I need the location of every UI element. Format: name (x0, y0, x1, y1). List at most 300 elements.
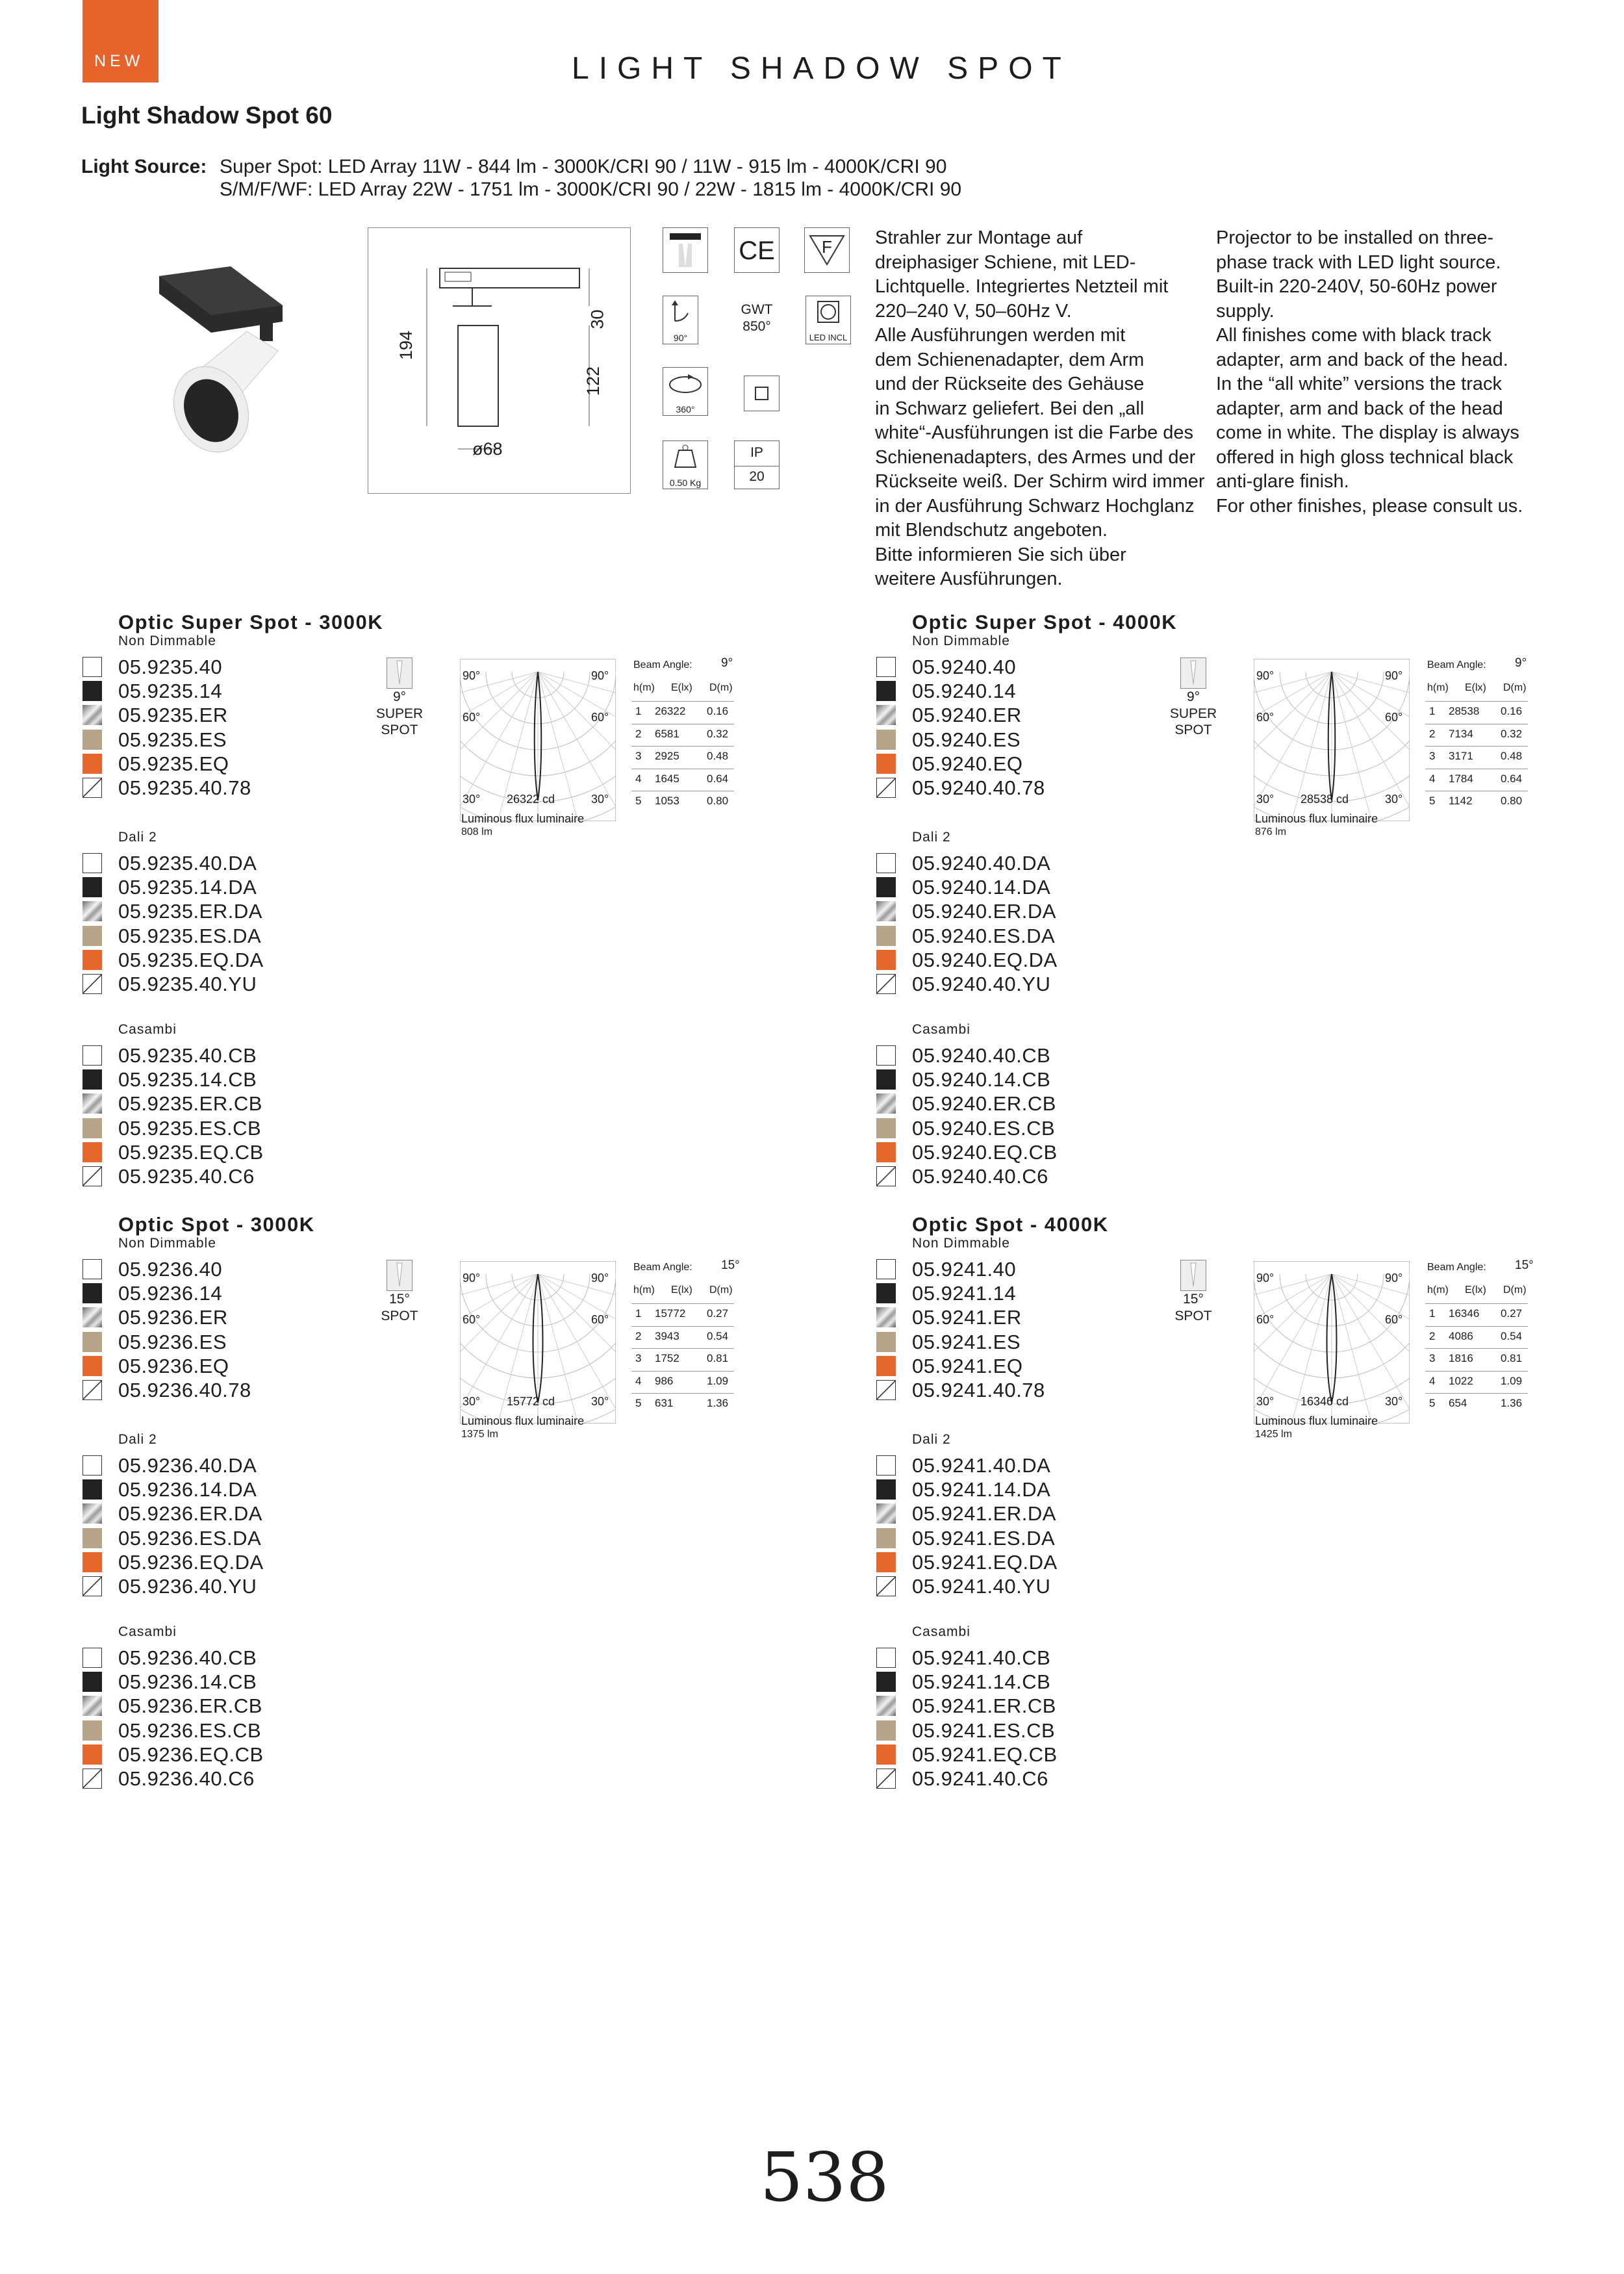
polar-angle-label: 60° (1256, 1313, 1275, 1326)
table-cell: 0.64 (1501, 772, 1523, 785)
table-cell: 2 (635, 727, 642, 740)
group-label: Dali 2 (912, 830, 951, 845)
table-rule (631, 701, 734, 702)
table-cell: 4 (635, 1374, 642, 1387)
dim-total-height: 194 (396, 330, 416, 361)
product-code: 05.9240.40.YU (912, 973, 1051, 995)
product-code: 05.9235.40.DA (118, 852, 257, 875)
table-cell: 5 (1429, 1397, 1436, 1409)
beam-type-label: SPOT (381, 1309, 418, 1323)
table-cell: 0.54 (707, 1329, 729, 1342)
group-label: Casambi (118, 1022, 177, 1037)
weight-icon (663, 441, 708, 489)
polar-angle-label: 90° (1385, 669, 1403, 682)
luminous-flux-value: 876 lm (1255, 826, 1287, 837)
new-badge-label: NEW (94, 52, 144, 70)
description-line: In the “all white” versions the track (1216, 374, 1503, 394)
beam-cone-icon (1180, 1260, 1206, 1291)
beam-angle-caption: Beam Angle: (633, 659, 692, 671)
table-rule (1425, 1371, 1528, 1372)
product-code: 05.9236.40.DA (118, 1454, 257, 1477)
polar-angle-label: 30° (1385, 1395, 1403, 1408)
product-code: 05.9241.40.C6 (912, 1767, 1048, 1790)
table-rule (631, 1348, 734, 1349)
description-line: All finishes come with black track (1216, 325, 1491, 346)
product-code: 05.9235.ER (118, 704, 228, 727)
table-cell: 654 (1449, 1397, 1467, 1409)
group-label: Non Dimmable (912, 633, 1010, 648)
description-line: in Schwarz geliefert. Bei den „all (875, 398, 1145, 419)
section-title: Optic Spot - 3000K (118, 1213, 315, 1236)
polar-angle-label: 30° (1256, 793, 1275, 806)
finish-swatch (876, 1648, 896, 1668)
group-label: Dali 2 (912, 1432, 951, 1447)
table-cell: 6581 (655, 727, 679, 740)
beam-angle-label: 9° (392, 689, 407, 704)
luminous-flux-value: 808 lm (461, 826, 493, 837)
table-cell: 4086 (1449, 1329, 1473, 1342)
new-badge (82, 0, 159, 83)
beam-angle-label: 9° (1186, 689, 1200, 704)
product-code: 05.9236.EQ.DA (118, 1550, 264, 1574)
polar-angle-label: 30° (1256, 1395, 1275, 1408)
description-line: phase track with LED light source. (1216, 251, 1501, 273)
product-code: 05.9241.40.78 (912, 1379, 1045, 1401)
description-english (1216, 226, 1523, 518)
polar-angle-label: 90° (463, 669, 481, 682)
product-code: 05.9241.EQ.CB (912, 1743, 1058, 1766)
product-code: 05.9236.14.DA (118, 1478, 257, 1501)
finish-swatch (82, 705, 102, 725)
product-code: 05.9235.EQ (118, 752, 229, 775)
table-header: h(m) (1427, 1284, 1449, 1296)
table-cell: 28538 (1449, 705, 1480, 717)
finish-swatch (876, 1307, 896, 1327)
finish-swatch (82, 1332, 102, 1352)
finish-swatch (82, 877, 102, 897)
table-cell: 1645 (655, 772, 679, 785)
peak-intensity: 28538 cd (1300, 793, 1349, 806)
polar-angle-label: 60° (1385, 711, 1403, 724)
light-source-line-1: Super Spot: LED Array 11W - 844 lm - 3000K/CRI 90 / 11W - 915 lm - 4000K/CRI 90 (220, 156, 947, 177)
finish-swatch (82, 1093, 102, 1114)
product-code: 05.9235.ES (118, 728, 227, 751)
product-code: 05.9236.EQ.CB (118, 1743, 264, 1766)
page-title: LIGHT SHADOW SPOT (572, 51, 1071, 86)
beam-angle-value: 15° (721, 1258, 740, 1272)
luminous-flux-value: 1375 lm (461, 1429, 498, 1440)
finish-swatch (82, 1672, 102, 1692)
product-code: 05.9235.40.78 (118, 776, 251, 799)
product-code: 05.9235.40.CB (118, 1044, 257, 1067)
table-cell: 26322 (655, 705, 686, 717)
finish-swatch (82, 1696, 102, 1716)
description-line: und der Rückseite des Gehäuse (875, 374, 1145, 394)
table-header: h(m) (633, 1284, 655, 1296)
finish-swatch (876, 1455, 896, 1476)
table-cell: 1.36 (1501, 1397, 1523, 1409)
table-cell: 3 (635, 750, 642, 762)
finish-swatch (876, 754, 896, 774)
polar-angle-label: 90° (1385, 1271, 1403, 1284)
ip-label: IP (750, 445, 763, 460)
table-cell: 0.81 (1501, 1352, 1523, 1364)
table-header: D(m) (709, 1284, 733, 1296)
finish-swatch (876, 1118, 896, 1138)
polar-angle-label: 60° (463, 1313, 481, 1326)
finish-swatch (82, 1479, 102, 1500)
product-code: 05.9235.ER.DA (118, 900, 262, 923)
table-cell: 1.36 (707, 1397, 729, 1409)
product-code: 05.9235.40.YU (118, 973, 257, 995)
tilt-icon (663, 296, 698, 344)
dim-diameter: ø68 (472, 439, 503, 459)
finish-swatch (82, 1576, 102, 1596)
product-code: 05.9241.14 (912, 1282, 1017, 1305)
product-code: 05.9240.EQ.CB (912, 1140, 1058, 1164)
product-code: 05.9241.14.DA (912, 1478, 1051, 1501)
finish-swatch (82, 754, 102, 774)
table-rule (631, 746, 734, 747)
product-code: 05.9241.EQ.DA (912, 1550, 1058, 1574)
finish-swatch (876, 1142, 896, 1162)
product-code: 05.9240.40.78 (912, 776, 1045, 799)
beam-angle-caption: Beam Angle: (633, 1262, 692, 1273)
table-cell: 0.16 (707, 705, 729, 717)
finish-swatch (82, 1307, 102, 1327)
product-code: 05.9240.ES.CB (912, 1116, 1056, 1140)
finish-swatch (876, 730, 896, 750)
beam-type-label: SUPER (1169, 706, 1217, 721)
rotation-icon (663, 367, 708, 416)
description-line: adapter, arm and back of the head (1216, 398, 1503, 419)
description-line: Projector to be installed on three- (1216, 227, 1494, 248)
finish-swatch (876, 1479, 896, 1500)
dim-top-height: 30 (587, 309, 607, 329)
finish-swatch (82, 1744, 102, 1765)
finish-swatch (82, 1720, 102, 1741)
product-code: 05.9236.14.CB (118, 1670, 257, 1694)
finish-swatch (876, 1552, 896, 1572)
table-cell: 5 (635, 1397, 642, 1409)
finish-swatch (876, 778, 896, 798)
table-header: h(m) (633, 682, 655, 693)
product-code: 05.9235.ER.CB (118, 1092, 262, 1116)
product-code: 05.9236.40 (118, 1258, 223, 1281)
product-code: 05.9241.40.DA (912, 1454, 1051, 1477)
finish-swatch (82, 1259, 102, 1279)
finish-swatch (82, 1356, 102, 1376)
beam-angle-label: 15° (1183, 1292, 1204, 1307)
product-code: 05.9236.40.YU (118, 1575, 257, 1598)
finish-swatch (876, 1332, 896, 1352)
table-cell: 0.16 (1501, 705, 1523, 717)
table-cell: 0.64 (707, 772, 729, 785)
product-code: 05.9240.EQ.DA (912, 948, 1058, 971)
product-code: 05.9240.14 (912, 680, 1017, 703)
product-code: 05.9240.40.C6 (912, 1165, 1048, 1188)
finish-swatch (82, 1503, 102, 1524)
finish-swatch (876, 1283, 896, 1303)
table-cell: 0.54 (1501, 1329, 1523, 1342)
group-label: Dali 2 (118, 830, 157, 845)
weight-value: 0.50 Kg (669, 478, 702, 488)
polar-angle-label: 90° (1256, 1271, 1275, 1284)
finish-swatch (876, 974, 896, 994)
beam-angle-caption: Beam Angle: (1427, 659, 1486, 671)
finish-swatch (82, 1552, 102, 1572)
table-cell: 1142 (1449, 795, 1473, 807)
table-cell: 2 (1429, 1329, 1436, 1342)
group-label: Casambi (118, 1624, 177, 1639)
product-code: 05.9241.ES.CB (912, 1718, 1056, 1742)
finish-swatch (876, 853, 896, 873)
finish-swatch (876, 950, 896, 970)
table-rule (1425, 1303, 1528, 1304)
description-line: come in white. The display is always (1216, 422, 1519, 443)
product-code: 05.9236.EQ (118, 1354, 229, 1377)
description-line: Alle Ausführungen werden mit (875, 325, 1126, 346)
beam-angle-caption: Beam Angle: (1427, 1262, 1486, 1273)
beam-angle-value: 9° (1515, 656, 1527, 670)
table-rule (631, 1371, 734, 1372)
polar-angle-label: 90° (463, 1271, 481, 1284)
table-cell: 3 (1429, 750, 1436, 762)
description-line: Built-in 220-240V, 50-60Hz power (1216, 276, 1497, 297)
finish-swatch (876, 705, 896, 725)
table-cell: 7134 (1449, 727, 1473, 740)
product-code: 05.9236.ES.DA (118, 1526, 262, 1550)
gwt-label: GWT (741, 302, 773, 317)
product-code: 05.9240.ER.DA (912, 900, 1056, 923)
beam-type-label: SPOT (381, 722, 418, 737)
product-code: 05.9235.EQ.CB (118, 1140, 264, 1164)
table-cell: 0.80 (707, 795, 729, 807)
table-header: E(lx) (671, 682, 692, 693)
finish-swatch (82, 1045, 102, 1066)
product-name: Light Shadow Spot 60 (81, 102, 333, 129)
product-code: 05.9240.40 (912, 656, 1017, 678)
product-code: 05.9241.40 (912, 1258, 1017, 1281)
table-cell: 2925 (655, 750, 679, 762)
beam-type-label: SUPER (375, 706, 424, 721)
table-cell: 1.09 (707, 1374, 729, 1387)
table-cell: 1 (1429, 1307, 1436, 1320)
ce-mark-icon: CE (734, 227, 780, 273)
finish-swatch (82, 1648, 102, 1668)
table-cell: 0.80 (1501, 795, 1523, 807)
table-cell: 0.27 (1501, 1307, 1523, 1320)
beam-type-label: SPOT (1174, 1309, 1212, 1323)
product-code: 05.9241.40.YU (912, 1575, 1051, 1598)
description-line: dreiphasiger Schiene, mit LED- (875, 251, 1136, 273)
finish-swatch (876, 1696, 896, 1716)
product-code: 05.9241.ER.CB (912, 1694, 1056, 1718)
finish-swatch (876, 1672, 896, 1692)
table-cell: 0.48 (1501, 750, 1523, 762)
product-code: 05.9240.ER (912, 704, 1022, 727)
product-code: 05.9240.ES.DA (912, 924, 1056, 947)
finish-swatch (82, 1166, 102, 1186)
table-header: D(m) (709, 682, 733, 693)
product-code: 05.9235.40 (118, 656, 223, 678)
description-line: Rückseite weiß. Der Schirm wird immer (875, 471, 1205, 492)
product-code: 05.9240.40.CB (912, 1044, 1051, 1067)
section-title: Optic Super Spot - 3000K (118, 611, 384, 633)
table-header: E(lx) (1465, 1284, 1486, 1296)
product-code: 05.9241.ES (912, 1330, 1021, 1353)
polar-angle-label: 60° (1385, 1313, 1403, 1326)
group-label: Non Dimmable (118, 633, 216, 648)
product-code: 05.9236.ES.CB (118, 1718, 262, 1742)
luminous-flux-label: Luminous flux luminaire (1255, 812, 1378, 825)
finish-swatch (876, 1503, 896, 1524)
table-cell: 0.32 (707, 727, 729, 740)
group-label: Casambi (912, 1022, 971, 1037)
ip-value: 20 (735, 466, 779, 485)
table-header: E(lx) (671, 1284, 692, 1296)
table-rule (1425, 746, 1528, 747)
beam-type-label: SPOT (1174, 722, 1212, 737)
table-cell: 2 (1429, 727, 1436, 740)
table-cell: 1752 (655, 1352, 679, 1364)
finish-swatch (876, 657, 896, 677)
polar-angle-label: 90° (1256, 669, 1275, 682)
table-cell: 15772 (655, 1307, 686, 1320)
luminous-flux-label: Luminous flux luminaire (1255, 1414, 1378, 1427)
finish-swatch (82, 1142, 102, 1162)
product-code: 05.9236.ER.DA (118, 1502, 262, 1526)
finish-swatch (876, 1166, 896, 1186)
product-code: 05.9241.40.CB (912, 1646, 1051, 1669)
gwt-value: 850° (742, 319, 771, 334)
product-code: 05.9235.ES.CB (118, 1116, 262, 1140)
finish-swatch (876, 1576, 896, 1596)
product-code: 05.9241.ES.DA (912, 1526, 1056, 1550)
led-incl-label: LED INCL (809, 333, 848, 342)
description-line: in der Ausführung Schwarz Hochglanz (875, 495, 1195, 517)
finish-swatch (82, 657, 102, 677)
table-cell: 0.32 (1501, 727, 1523, 740)
product-code: 05.9240.14.DA (912, 876, 1051, 899)
finish-swatch (876, 877, 896, 897)
polar-angle-label: 60° (1256, 711, 1275, 724)
class-symbol-icon (744, 376, 780, 411)
beam-angle-label: 15° (389, 1292, 410, 1307)
description-line: supply. (1216, 300, 1275, 322)
finish-swatch (82, 1380, 102, 1400)
product-code: 05.9241.ER.DA (912, 1502, 1056, 1526)
finish-swatch (82, 901, 102, 921)
finish-swatch (82, 1118, 102, 1138)
table-cell: 5 (635, 795, 642, 807)
finish-swatch (876, 1093, 896, 1114)
product-code: 05.9235.ES.DA (118, 924, 262, 947)
finish-swatch (82, 778, 102, 798)
table-cell: 0.27 (707, 1307, 729, 1320)
product-code: 05.9236.40.C6 (118, 1767, 255, 1790)
finish-swatch (876, 1259, 896, 1279)
table-rule (1425, 701, 1528, 702)
finish-swatch (876, 1769, 896, 1789)
finish-swatch (876, 1045, 896, 1066)
gwt-icon (734, 296, 780, 344)
product-code: 05.9235.14.CB (118, 1068, 257, 1092)
table-cell: 0.48 (707, 750, 729, 762)
group-label: Dali 2 (118, 1432, 157, 1447)
polar-angle-label: 30° (591, 1395, 609, 1408)
product-code: 05.9236.40.CB (118, 1646, 257, 1669)
finish-swatch (876, 1720, 896, 1741)
beam-angle-value: 15° (1515, 1258, 1534, 1272)
finish-swatch (876, 1380, 896, 1400)
table-rule (631, 1393, 734, 1394)
polar-angle-label: 90° (591, 1271, 609, 1284)
table-cell: 986 (655, 1374, 674, 1387)
product-code: 05.9240.40.DA (912, 852, 1051, 875)
product-code: 05.9241.ER (912, 1306, 1022, 1329)
description-line: white“-Ausführungen ist die Farbe des (875, 422, 1194, 443)
table-rule (1425, 1326, 1528, 1327)
product-code: 05.9241.14.CB (912, 1670, 1051, 1694)
product-code: 05.9236.ER.CB (118, 1694, 262, 1718)
beam-cone-icon (387, 1260, 412, 1291)
product-code: 05.9240.EQ (912, 752, 1023, 775)
product-code: 05.9235.14 (118, 680, 223, 703)
finish-swatch (876, 1069, 896, 1090)
table-cell: 1816 (1449, 1352, 1473, 1364)
table-header: h(m) (1427, 682, 1449, 693)
page-number: 538 (760, 2138, 889, 2217)
table-cell: 3 (1429, 1352, 1436, 1364)
finish-swatch (876, 1356, 896, 1376)
description-line: offered in high gloss technical black (1216, 446, 1514, 468)
table-cell: 3171 (1449, 750, 1473, 762)
description-line: weitere Ausführungen. (875, 568, 1063, 589)
finish-swatch (82, 950, 102, 970)
description-line: adapter, arm and back of the head. (1216, 349, 1508, 370)
finish-swatch (82, 730, 102, 750)
tilt-angle: 90° (673, 333, 688, 343)
finish-swatch (82, 1283, 102, 1303)
rotation-angle: 360° (676, 404, 695, 415)
description-german (875, 226, 1205, 592)
product-code: 05.9236.ES (118, 1330, 227, 1353)
table-cell: 1 (635, 1307, 642, 1320)
product-code: 05.9240.14.CB (912, 1068, 1051, 1092)
table-rule (1425, 1393, 1528, 1394)
finish-swatch (82, 974, 102, 994)
product-code: 05.9235.40.C6 (118, 1165, 255, 1188)
description-line: Schienenadapters, des Armes und der (875, 446, 1196, 468)
product-code: 05.9236.40.78 (118, 1379, 251, 1401)
group-label: Casambi (912, 1624, 971, 1639)
beam-cone-icon (1180, 658, 1206, 689)
product-code: 05.9241.EQ (912, 1354, 1023, 1377)
description-line: mit Blendschutz angeboten. (875, 520, 1108, 541)
table-header: E(lx) (1465, 682, 1486, 693)
finish-swatch (876, 1528, 896, 1548)
light-source-line-2: S/M/F/WF: LED Array 22W - 1751 lm - 3000K/CRI 90 / 22W - 1815 lm - 4000K/CRI 90 (220, 179, 962, 200)
light-source-label: Light Source: (81, 156, 207, 177)
product-code: 05.9236.ER (118, 1306, 228, 1329)
luminous-flux-label: Luminous flux luminaire (461, 812, 585, 825)
track-adapter-icon (663, 227, 708, 273)
product-code: 05.9236.14 (118, 1282, 223, 1305)
finish-swatch (82, 1455, 102, 1476)
finish-swatch (82, 1069, 102, 1090)
description-line: Strahler zur Montage auf (875, 227, 1083, 248)
